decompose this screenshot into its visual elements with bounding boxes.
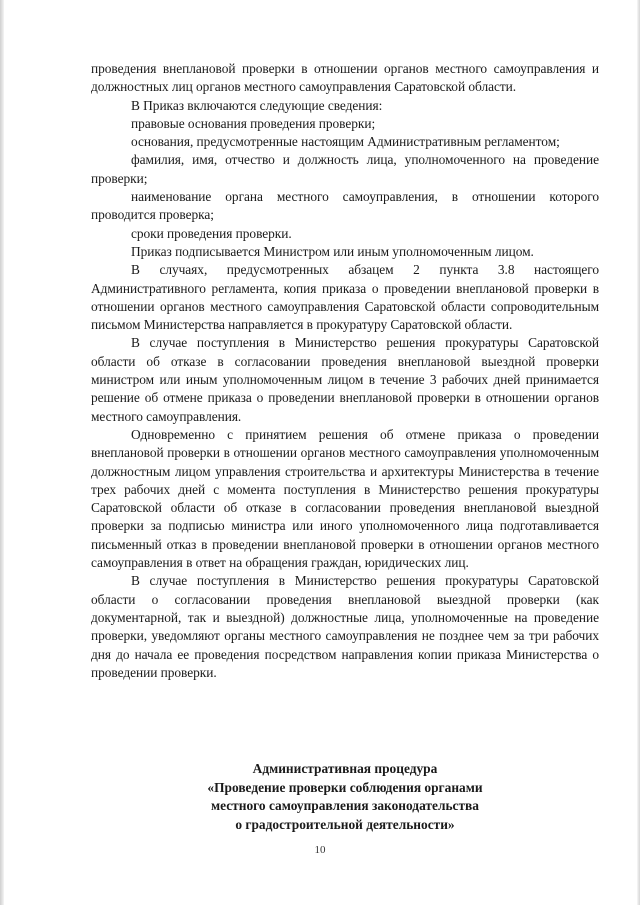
paragraph: фамилия, имя, отчество и должность лица, уполномоченного на проведение проверки; [91, 152, 599, 186]
paragraph: проведения внеплановой проверки в отношении органов местного самоуправления и должностных лиц органов местного самоуправления Саратовской области. [91, 61, 599, 95]
scan-edge-left [0, 0, 4, 905]
paragraph: В случае поступления в Министерство решения прокуратуры Саратовской области об отказе в согласовании проведения внеплановой выездной проверки министром или иным уполномоченным лицом в течение 3 рабочих дней принимается решение об отмене приказа о проведении внеплановой проверки в отношении органов местного самоуправления. [91, 335, 599, 424]
paragraph: В Приказ включаются следующие сведения: [131, 97, 383, 113]
paragraph: В случаях, предусмотренных абзацем 2 пункта 3.8 настоящего Административного регламента, копия приказа о проведении внеплановой проверки в отношении органов местного самоуправления Саратовской области сопроводительным письмом Министерства направляется в прокуратуру Саратовской области. [91, 262, 599, 333]
section-heading [91, 760, 599, 834]
heading-line: Административная процедура [252, 761, 438, 776]
paragraph: основания, предусмотренные настоящим Административным регламентом; [131, 134, 560, 150]
paragraph: Одновременно с принятием решения об отмене приказа о проведении внеплановой проверки в отношении органов местного самоуправления уполномоченным должностным лицом управления строительства и архитектуры Министерства в течение трех рабочих дней с момента поступления в Министерство решения прокуратуры Саратовской области об отказе в согласовании проведения внеплановой выездной проверки за подписью министра или иного уполномоченного лица подготавливается письменный отказ в проведении внеплановой проверки в отношении органов местного самоуправления в ответ на обращения граждан, юридических лиц. [91, 426, 599, 571]
document-body [91, 60, 599, 682]
paragraph: сроки проведения проверки. [131, 225, 292, 241]
page-number: 10 [314, 844, 326, 856]
heading-line: местного самоуправления законодательства [211, 798, 479, 813]
paragraph: Приказ подписывается Министром или иным уполномоченным лицом. [131, 243, 534, 259]
paragraph: правовые основания проведения проверки; [131, 115, 376, 131]
paragraph: В случае поступления в Министерство решения прокуратуры Саратовской области о согласовании проведения внеплановой выездной проверки (как документарной, так и выездной) должностные лица, уполномоченные на проведение проверки, уведомляют органы местного самоуправления не позднее чем за три рабочих дня до начала ее проведения посредством направления копии приказа Министерства о проведении проверки. [91, 573, 599, 680]
heading-line: о градостроительной деятельности» [235, 816, 455, 832]
heading-line: «Проведение проверки соблюдения органами [207, 779, 483, 795]
paragraph: наименование органа местного самоуправления, в отношении которого проводится проверка; [91, 189, 599, 223]
